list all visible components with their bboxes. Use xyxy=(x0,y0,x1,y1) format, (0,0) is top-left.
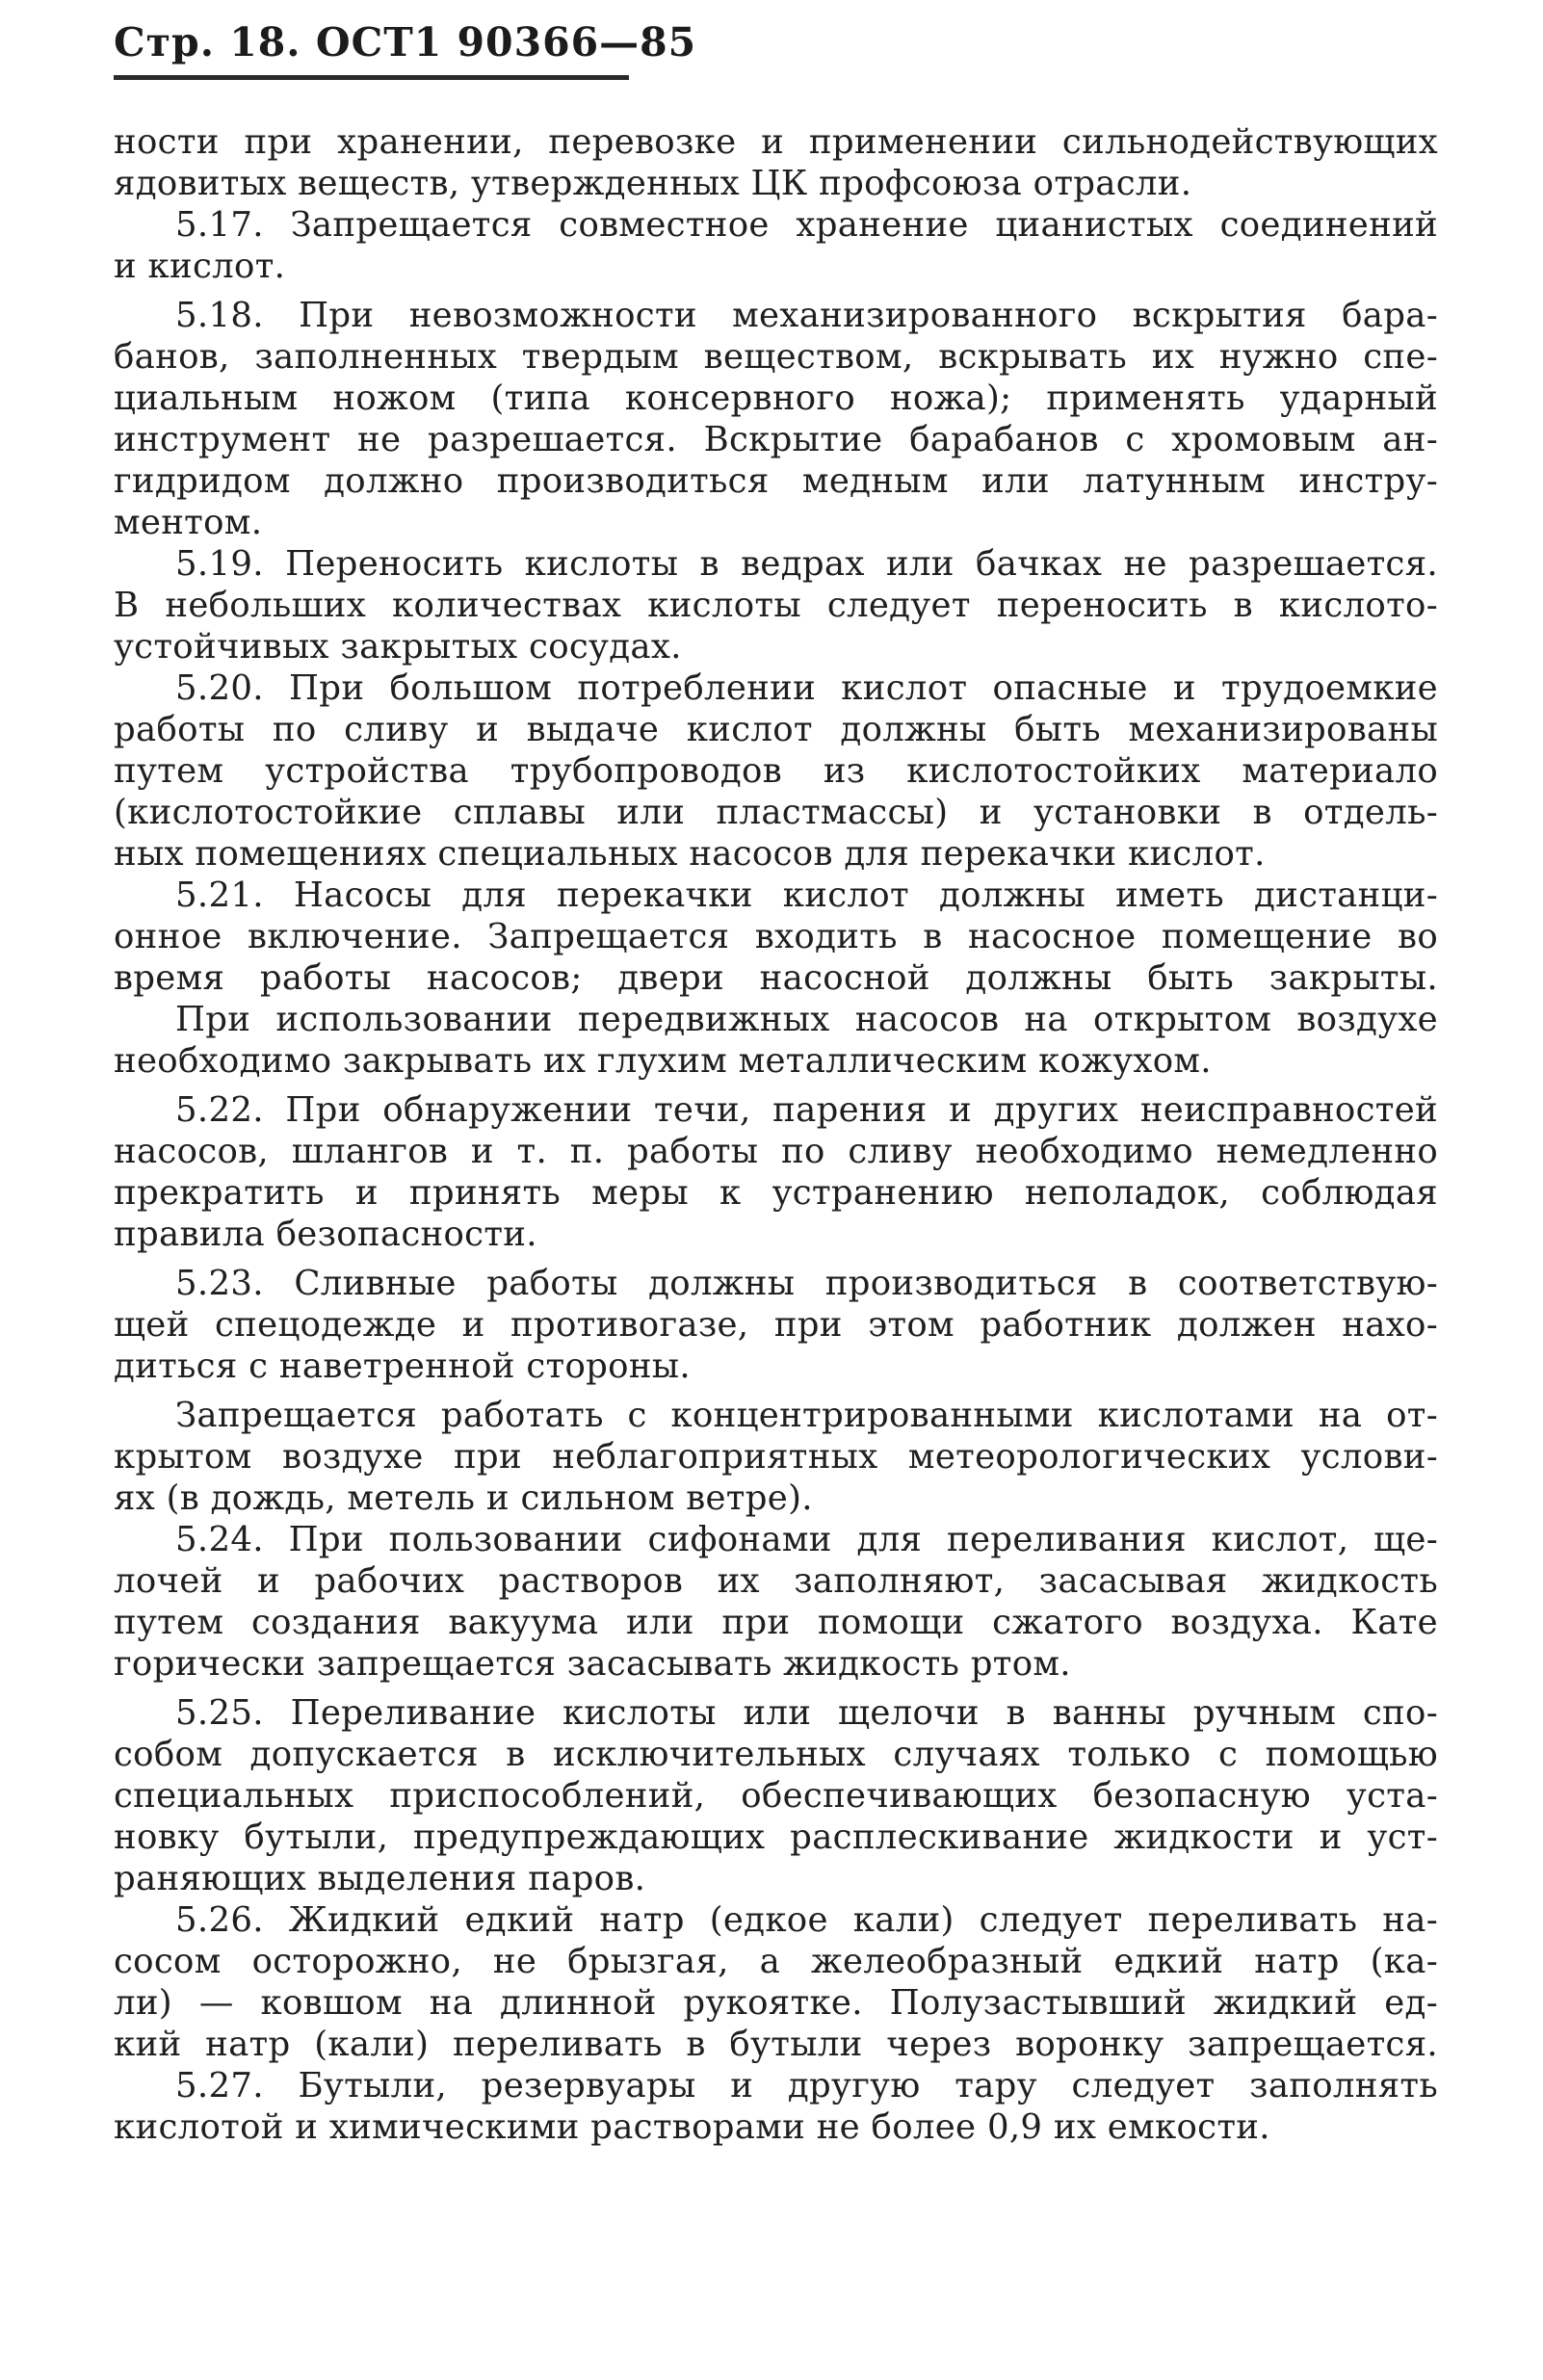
text-line: банов, заполненных твердым веществом, вскрывать их нужно спе- xyxy=(114,337,1438,377)
text-line: сосом осторожно, не брызгая, а желеобразный едкий натр (ка- xyxy=(114,1942,1438,1981)
text-line: крытом воздухе при неблагоприятных метеорологических услови- xyxy=(114,1437,1438,1477)
text-line: 5.20. При большом потреблении кислот опасные и трудоемкие xyxy=(175,668,1438,708)
text-line: кислотой и химическими растворами не более 0,9 их емкости. xyxy=(114,2107,1270,2147)
text-line: 5.21. Насосы для перекачки кислот должны иметь дистанци- xyxy=(175,876,1438,915)
text-line: 5.25. Переливание кислоты или щелочи в ванны ручным спо- xyxy=(175,1693,1438,1733)
text-line: 5.22. При обнаружении течи, парения и других неисправностей xyxy=(175,1090,1438,1130)
body-text xyxy=(114,121,1438,2148)
text-line: В небольших количествах кислоты следует переносить в кислото- xyxy=(114,586,1438,625)
text-line: ных помещениях специальных насосов для перекачки кислот. xyxy=(114,834,1266,874)
text-line: путем создания вакуума или при помощи сжатого воздуха. Кате xyxy=(114,1603,1438,1642)
text-line: кий натр (кали) переливать в бутыли через воронку запрещается. xyxy=(114,2025,1438,2064)
text-line: раняющих выделения паров. xyxy=(114,1859,646,1898)
text-line: 5.26. Жидкий едкий натр (едкое кали) следует переливать на- xyxy=(175,1900,1438,1940)
text-line: собом допускается в исключительных случаях только с помощью xyxy=(114,1735,1438,1774)
text-line: 5.27. Бутыли, резервуары и другую тару следует заполнять xyxy=(175,2066,1438,2105)
text-line: онное включение. Запрещается входить в насосное помещение во xyxy=(114,917,1438,956)
text-line: специальных приспособлений, обеспечивающих безопасную уста- xyxy=(114,1776,1438,1816)
text-line: время работы насосов; двери насосной должны быть закрыты. xyxy=(114,958,1438,998)
text-line: 5.24. При пользовании сифонами для переливания кислот, ще- xyxy=(175,1520,1438,1559)
text-line: работы по сливу и выдаче кислот должны быть механизированы xyxy=(114,710,1438,749)
text-line: 5.18. При невозможности механизированного вскрытия бара- xyxy=(175,296,1438,335)
text-line: (кислотостойкие сплавы или пластмассы) и установки в отдель- xyxy=(114,793,1438,832)
text-line: устойчивых закрытых сосудах. xyxy=(114,627,682,667)
text-line: диться с наветренной стороны. xyxy=(114,1347,691,1386)
text-line: 5.17. Запрещается совместное хранение цианистых соединений xyxy=(175,205,1438,245)
text-line: 5.19. Переносить кислоты в ведрах или бачках не разрешается. xyxy=(175,544,1438,584)
text-line: лочей и рабочих растворов их заполняют, засасывая жидкость xyxy=(114,1561,1438,1601)
text-line: циальным ножом (типа консервного ножа); применять ударный xyxy=(114,379,1438,418)
text-line: щей спецодежде и противогазе, при этом работник должен нахо- xyxy=(114,1305,1438,1345)
text-line: и кислот. xyxy=(114,247,286,286)
text-line: прекратить и принять меры к устранению неполадок, соблюдая xyxy=(114,1173,1438,1213)
text-line: ли) — ковшом на длинной рукоятке. Полузастывший жидкий ед- xyxy=(114,1983,1438,2023)
text-line: новку бутыли, предупреждающих расплескивание жидкости и уст- xyxy=(114,1818,1438,1857)
text-line: При использовании передвижных насосов на открытом воздухе xyxy=(175,1000,1438,1039)
text-line: ментом. xyxy=(114,503,263,542)
text-line: необходимо закрывать их глухим металлическим кожухом. xyxy=(114,1041,1212,1081)
text-line: насосов, шлангов и т. п. работы по сливу необходимо немедленно xyxy=(114,1132,1438,1171)
text-line: ях (в дождь, метель и сильном ветре). xyxy=(114,1478,813,1518)
page-header: Стр. 18. ОСТ1 90366—85 xyxy=(114,19,697,65)
text-line: Запрещается работать с концентрированными кислотами на от- xyxy=(175,1396,1438,1435)
text-line: горически запрещается засасывать жидкость ртом. xyxy=(114,1644,1071,1684)
text-line: путем устройства трубопроводов из кислотостойких материало xyxy=(114,751,1438,791)
text-line: инструмент не разрешается. Вскрытие барабанов с хромовым ан- xyxy=(114,420,1438,459)
text-line: правила безопасности. xyxy=(114,1215,537,1254)
text-line: ности при хранении, перевозке и применении сильнодействующих xyxy=(114,122,1438,162)
text-line: ядовитых веществ, утвержденных ЦК профсоюза отрасли. xyxy=(114,164,1192,203)
text-line: гидридом должно производиться медным или латунным инстру- xyxy=(114,461,1438,501)
header-rule xyxy=(114,75,629,80)
text-line: 5.23. Сливные работы должны производиться в соответствую- xyxy=(175,1264,1438,1303)
